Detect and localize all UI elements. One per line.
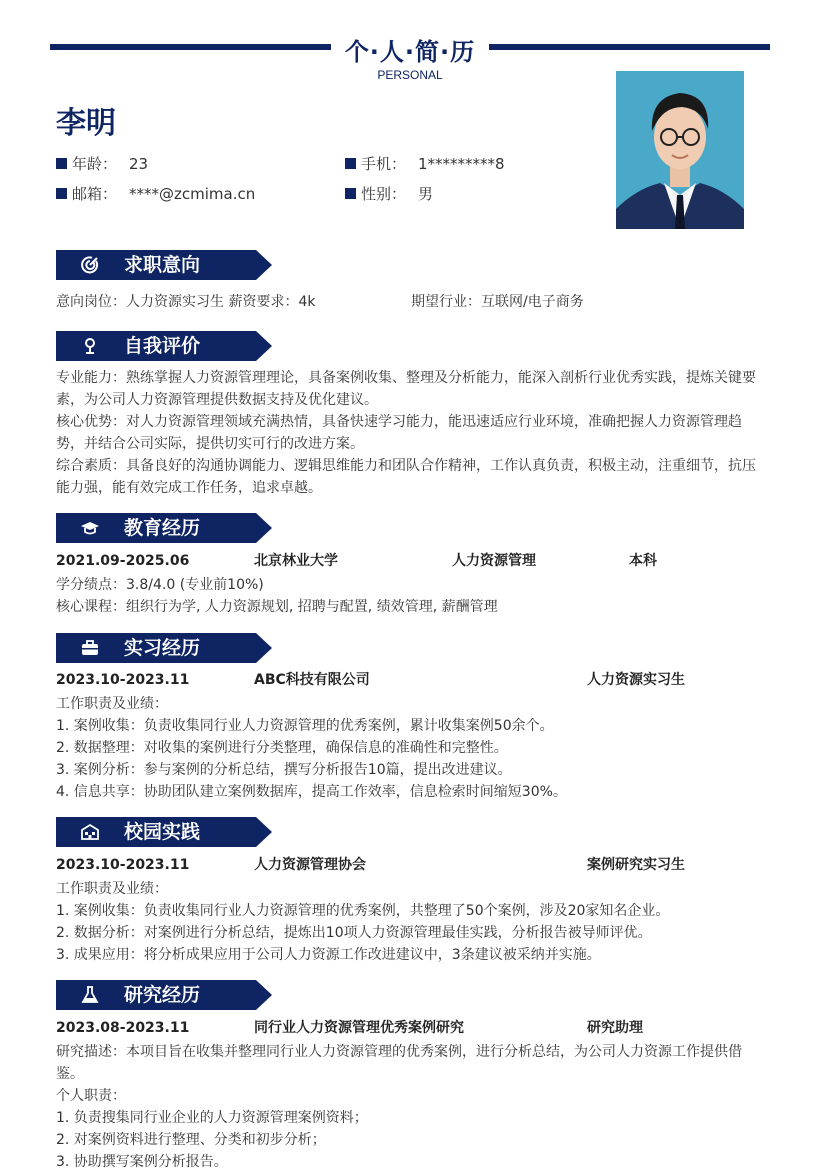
education-details: [56, 574, 768, 618]
research-role: 研究助理: [587, 1020, 643, 1036]
campus-date: 2023.10-2023.11: [56, 857, 190, 873]
section-title: 实习经历: [124, 637, 201, 659]
campus-line: 工作职责及业绩：: [56, 881, 168, 897]
research-line: 研究描述：本项目旨在收集并整理同行业人力资源管理的优秀案例，进行分析总结，为公司人力资源工作提供借鉴。: [56, 1044, 742, 1082]
section-header-education: [56, 513, 272, 543]
flower-icon: [80, 336, 100, 356]
internship-line: 3. 案例分析：参与案例的分析总结，撰写分析报告10篇，提出改进建议。: [56, 762, 512, 778]
section-header-intent: [56, 250, 272, 280]
resume-subtitle: PERSONAL: [377, 68, 443, 82]
gender-label: 性别：: [361, 185, 407, 203]
self-eval-text: [56, 367, 768, 499]
target-icon: [80, 255, 100, 275]
campus-row: [56, 854, 768, 876]
education-row: [56, 550, 768, 572]
section-header-self-eval: [56, 331, 272, 361]
candidate-name: 李明: [56, 106, 116, 141]
section-header-internship: [56, 633, 272, 663]
self-eval-paragraph: 综合素质：具备良好的沟通协调能力、逻辑思维能力和团队合作精神，工作认真负责，积极主动，注重细节，抗压能力强，能有效完成工作任务，追求卓越。: [56, 458, 756, 496]
bullet-square-icon: [56, 158, 67, 169]
bullet-square-icon: [345, 158, 356, 169]
intent-line-1: 意向岗位：人力资源实习生 薪资要求：4k: [56, 294, 316, 310]
internship-line: 4. 信息共享：协助团队建立案例数据库，提高工作效率，信息检索时间缩短30%。: [56, 784, 567, 800]
research-line: 1. 负责搜集同行业企业的人力资源管理案例资料；: [56, 1110, 368, 1126]
email-label: 邮箱：: [72, 185, 118, 203]
section-title: 校园实践: [124, 821, 201, 843]
education-line: 学分绩点：3.8/4.0 (专业前10%): [56, 577, 264, 593]
bullet-square-icon: [56, 188, 67, 199]
internship-line: 1. 案例收集：负责收集同行业人力资源管理的优秀案例，累计收集案例50余个。: [56, 718, 554, 734]
research-line: 个人职责：: [56, 1088, 126, 1104]
campus-details: [56, 878, 768, 966]
info-email: [56, 183, 255, 204]
research-project: 同行业人力资源管理优秀案例研究: [254, 1020, 464, 1036]
internship-line: 2. 数据整理：对收集的案例进行分类整理，确保信息的准确性和完整性。: [56, 740, 508, 756]
section-title: 教育经历: [124, 517, 201, 539]
phone-label: 手机：: [361, 155, 407, 173]
graduation-cap-icon: [80, 518, 100, 538]
campus-line: 1. 案例收集：负责收集同行业人力资源管理的优秀案例，共整理了50个案例，涉及20家知名企业。: [56, 903, 670, 919]
campus-org: 人力资源管理协会: [254, 857, 366, 873]
building-icon: [80, 822, 100, 842]
profile-photo: [616, 71, 744, 229]
email-value: ****@zcmima.cn: [129, 184, 256, 203]
info-phone: [345, 153, 505, 174]
research-row: [56, 1017, 768, 1039]
education-major: 人力资源管理: [452, 553, 536, 569]
section-title: 研究经历: [124, 984, 201, 1006]
phone-value: 1*********8: [418, 154, 505, 173]
internship-details: [56, 693, 768, 803]
info-age: [56, 153, 148, 174]
campus-role: 案例研究实习生: [587, 857, 685, 873]
campus-line: 2. 数据分析：对案例进行分析总结，提炼出10项人力资源管理最佳实践，分析报告被导师评优。: [56, 925, 652, 941]
research-line: 2. 对案例资料进行整理、分类和初步分析；: [56, 1132, 326, 1148]
info-gender: [345, 183, 433, 204]
self-eval-paragraph: 专业能力：熟练掌握人力资源管理理论，具备案例收集、整理及分析能力，能深入剖析行业优秀实践，提炼关键要素，为公司人力资源管理提供数据支持及优化建议。: [56, 370, 756, 408]
briefcase-icon: [80, 638, 100, 658]
research-line: 3. 协助撰写案例分析报告。: [56, 1154, 228, 1170]
education-school: 北京林业大学: [254, 553, 338, 569]
age-value: 23: [129, 154, 149, 173]
research-date: 2023.08-2023.11: [56, 1020, 190, 1036]
section-header-campus: [56, 817, 272, 847]
section-header-research: [56, 980, 272, 1010]
internship-role: 人力资源实习生: [587, 672, 685, 688]
flask-icon: [80, 985, 100, 1005]
campus-line: 3. 成果应用：将分析成果应用于公司人力资源工作改进建议中，3条建议被采纳并实施。: [56, 947, 601, 963]
resume-title: 个·人·简·历: [344, 38, 476, 66]
bullet-square-icon: [345, 188, 356, 199]
section-title: 求职意向: [124, 254, 201, 276]
education-line: 核心课程：组织行为学, 人力资源规划, 招聘与配置, 绩效管理, 薪酬管理: [56, 599, 498, 615]
self-eval-paragraph: 核心优势：对人力资源管理领域充满热情，具备快速学习能力，能迅速适应行业环境，准确把握人力资源管理趋势，并结合公司实际，提供切实可行的改进方案。: [56, 414, 742, 452]
gender-value: 男: [418, 185, 434, 203]
internship-row: [56, 669, 768, 691]
internship-line: 工作职责及业绩：: [56, 696, 168, 712]
internship-date: 2023.10-2023.11: [56, 672, 190, 688]
research-details: [56, 1041, 768, 1173]
intent-line-2: 期望行业：互联网/电子商务: [411, 294, 584, 310]
education-degree: 本科: [629, 553, 657, 569]
age-label: 年龄：: [72, 155, 118, 173]
internship-org: ABC科技有限公司: [254, 672, 370, 688]
education-date: 2021.09-2025.06: [56, 553, 190, 569]
section-title: 自我评价: [124, 335, 201, 357]
